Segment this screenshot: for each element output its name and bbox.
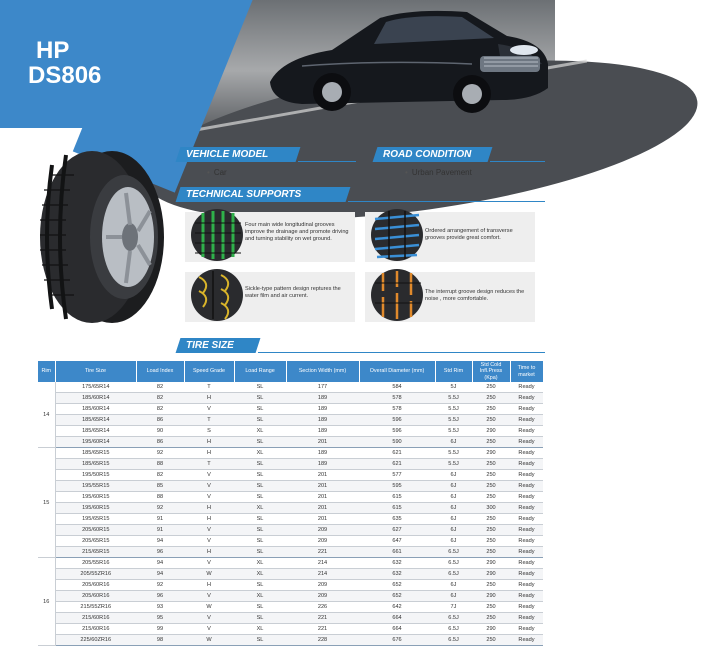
- tire-size-cell: 185/60R14: [55, 404, 136, 415]
- time-to-market-cell: Ready: [510, 558, 543, 569]
- load-index-cell: 88: [136, 459, 184, 470]
- tire-size-cell: 195/60R15: [55, 492, 136, 503]
- std-rim-cell: 6J: [435, 492, 472, 503]
- table-row: [38, 492, 543, 503]
- overall-diameter-cell: 652: [359, 580, 435, 591]
- load-index-cell: 82: [136, 404, 184, 415]
- col-header-load-range: Load Range: [234, 361, 286, 382]
- table-row: [38, 514, 543, 525]
- time-to-market-cell: Ready: [510, 514, 543, 525]
- tire-size-cell: 225/60ZR16: [55, 635, 136, 646]
- section-width-cell: 201: [286, 492, 359, 503]
- overall-diameter-cell: 596: [359, 415, 435, 426]
- std-rim-cell: 5J: [435, 382, 472, 393]
- tech-card-noise-text: The interrupt groove design reduces the noise , more comfortable.: [425, 289, 525, 302]
- speed-grade-cell: V: [184, 525, 234, 536]
- time-to-market-cell: Ready: [510, 547, 543, 558]
- infl-press-cell: 290: [472, 448, 510, 459]
- car-photo: [262, 4, 552, 116]
- std-rim-cell: 6.5J: [435, 635, 472, 646]
- section-width-cell: 221: [286, 547, 359, 558]
- tread-detail-orange-image: [371, 269, 423, 321]
- overall-diameter-cell: 642: [359, 602, 435, 613]
- load-index-cell: 92: [136, 448, 184, 459]
- tire-size-cell: 195/60R14: [55, 437, 136, 448]
- rim-cell: 15: [38, 448, 55, 558]
- overall-diameter-cell: 661: [359, 547, 435, 558]
- infl-press-cell: 250: [472, 514, 510, 525]
- tire-size-cell: 185/65R15: [55, 448, 136, 459]
- load-range-cell: SL: [234, 602, 286, 613]
- table-row: [38, 613, 543, 624]
- speed-grade-cell: V: [184, 591, 234, 602]
- technical-supports-rule: [348, 201, 545, 202]
- tread-detail-yellow-image: [191, 269, 243, 321]
- time-to-market-cell: Ready: [510, 624, 543, 635]
- infl-press-cell: 290: [472, 569, 510, 580]
- tech-card-drainage: [185, 212, 355, 262]
- overall-diameter-cell: 635: [359, 514, 435, 525]
- overall-diameter-cell: 664: [359, 624, 435, 635]
- speed-grade-cell: V: [184, 481, 234, 492]
- rim-cell: 14: [38, 382, 55, 448]
- infl-press-cell: 250: [472, 415, 510, 426]
- overall-diameter-cell: 652: [359, 591, 435, 602]
- overall-diameter-cell: 584: [359, 382, 435, 393]
- tire-size-cell: 185/65R14: [55, 426, 136, 437]
- std-rim-cell: 6.5J: [435, 558, 472, 569]
- time-to-market-cell: Ready: [510, 580, 543, 591]
- table-row: [38, 470, 543, 481]
- tire-size-cell: 205/60R16: [55, 580, 136, 591]
- load-index-cell: 96: [136, 547, 184, 558]
- tire-size-rule: [258, 352, 545, 353]
- col-header-time-to-market: Time to market: [510, 361, 543, 382]
- speed-grade-cell: V: [184, 613, 234, 624]
- section-width-cell: 189: [286, 426, 359, 437]
- overall-diameter-cell: 615: [359, 503, 435, 514]
- load-index-cell: 82: [136, 470, 184, 481]
- overall-diameter-cell: 615: [359, 492, 435, 503]
- infl-press-cell: 250: [472, 437, 510, 448]
- load-index-cell: 86: [136, 415, 184, 426]
- vehicle-model-rule: [298, 161, 356, 162]
- section-width-cell: 189: [286, 404, 359, 415]
- overall-diameter-cell: 627: [359, 525, 435, 536]
- tire-size-cell: 215/55ZR16: [55, 602, 136, 613]
- infl-press-cell: 250: [472, 602, 510, 613]
- table-row: [38, 393, 543, 404]
- std-rim-cell: 6J: [435, 525, 472, 536]
- time-to-market-cell: Ready: [510, 536, 543, 547]
- overall-diameter-cell: 664: [359, 613, 435, 624]
- load-range-cell: SL: [234, 580, 286, 591]
- infl-press-cell: 250: [472, 393, 510, 404]
- speed-grade-cell: W: [184, 635, 234, 646]
- speed-grade-cell: H: [184, 393, 234, 404]
- table-header-row: [38, 361, 543, 382]
- speed-grade-cell: W: [184, 602, 234, 613]
- speed-grade-cell: T: [184, 382, 234, 393]
- load-range-cell: SL: [234, 613, 286, 624]
- tire-photo: [30, 145, 170, 325]
- load-index-cell: 94: [136, 536, 184, 547]
- load-range-cell: XL: [234, 624, 286, 635]
- load-index-cell: 96: [136, 591, 184, 602]
- std-rim-cell: 6J: [435, 503, 472, 514]
- time-to-market-cell: Ready: [510, 437, 543, 448]
- tire-size-table: [38, 361, 544, 646]
- load-range-cell: SL: [234, 635, 286, 646]
- speed-grade-cell: H: [184, 448, 234, 459]
- col-header-std-rim: Std Rim: [435, 361, 472, 382]
- section-width-cell: 201: [286, 470, 359, 481]
- overall-diameter-cell: 647: [359, 536, 435, 547]
- section-width-cell: 209: [286, 536, 359, 547]
- infl-press-cell: 250: [472, 382, 510, 393]
- load-range-cell: SL: [234, 459, 286, 470]
- infl-press-cell: 250: [472, 459, 510, 470]
- rim-cell: 16: [38, 558, 55, 646]
- table-row: [38, 382, 543, 393]
- tech-card-noise: [365, 272, 535, 322]
- load-range-cell: SL: [234, 393, 286, 404]
- std-rim-cell: 5.5J: [435, 459, 472, 470]
- std-rim-cell: 5.5J: [435, 404, 472, 415]
- col-header-speed-grade: Speed Grade: [184, 361, 234, 382]
- load-range-cell: XL: [234, 558, 286, 569]
- table-row: [38, 558, 543, 569]
- title-line-2: DS806: [28, 62, 102, 90]
- vehicle-model-value: • Car: [207, 168, 227, 177]
- load-range-cell: SL: [234, 470, 286, 481]
- std-rim-cell: 6J: [435, 514, 472, 525]
- overall-diameter-cell: 621: [359, 448, 435, 459]
- infl-press-cell: 250: [472, 580, 510, 591]
- load-range-cell: XL: [234, 426, 286, 437]
- speed-grade-cell: T: [184, 415, 234, 426]
- time-to-market-cell: Ready: [510, 525, 543, 536]
- speed-grade-cell: V: [184, 558, 234, 569]
- tire-size-cell: 205/55R16: [55, 558, 136, 569]
- overall-diameter-cell: 632: [359, 558, 435, 569]
- load-range-cell: SL: [234, 481, 286, 492]
- load-index-cell: 82: [136, 393, 184, 404]
- load-index-cell: 85: [136, 481, 184, 492]
- infl-press-cell: 300: [472, 503, 510, 514]
- load-range-cell: XL: [234, 591, 286, 602]
- overall-diameter-cell: 590: [359, 437, 435, 448]
- infl-press-cell: 250: [472, 536, 510, 547]
- infl-press-cell: 250: [472, 492, 510, 503]
- load-index-cell: 95: [136, 613, 184, 624]
- road-condition-heading-text: ROAD CONDITION: [383, 149, 472, 160]
- load-range-cell: SL: [234, 415, 286, 426]
- time-to-market-cell: Ready: [510, 591, 543, 602]
- section-width-cell: 201: [286, 437, 359, 448]
- road-condition-rule: [490, 161, 545, 162]
- table-row: [38, 602, 543, 613]
- load-index-cell: 93: [136, 602, 184, 613]
- load-index-cell: 99: [136, 624, 184, 635]
- section-width-cell: 221: [286, 624, 359, 635]
- speed-grade-cell: V: [184, 404, 234, 415]
- time-to-market-cell: Ready: [510, 426, 543, 437]
- infl-press-cell: 290: [472, 558, 510, 569]
- tire-size-cell: 185/65R15: [55, 459, 136, 470]
- speed-grade-cell: W: [184, 569, 234, 580]
- speed-grade-cell: H: [184, 514, 234, 525]
- tech-card-comfort: [365, 212, 535, 262]
- time-to-market-cell: Ready: [510, 415, 543, 426]
- load-range-cell: XL: [234, 448, 286, 459]
- tire-size-cell: 215/65R15: [55, 547, 136, 558]
- std-rim-cell: 6J: [435, 536, 472, 547]
- load-index-cell: 91: [136, 514, 184, 525]
- col-header-infl-press: Std Cold Infl.Press (Kpa): [472, 361, 510, 382]
- col-header-tire-size: Tire Size: [55, 361, 136, 382]
- tire-size-heading-text: TIRE SIZE: [186, 340, 234, 351]
- section-width-cell: 209: [286, 580, 359, 591]
- time-to-market-cell: Ready: [510, 404, 543, 415]
- infl-press-cell: 290: [472, 426, 510, 437]
- table-body: [38, 382, 543, 646]
- tire-size-cell: 205/60R16: [55, 591, 136, 602]
- infl-press-cell: 250: [472, 470, 510, 481]
- tire-size-cell: 195/55R15: [55, 481, 136, 492]
- section-width-cell: 189: [286, 459, 359, 470]
- infl-press-cell: 290: [472, 591, 510, 602]
- table-row: [38, 569, 543, 580]
- std-rim-cell: 7J: [435, 602, 472, 613]
- table-row: [38, 591, 543, 602]
- overall-diameter-cell: 577: [359, 470, 435, 481]
- col-header-section-width: Section Width (mm): [286, 361, 359, 382]
- table-row: [38, 448, 543, 459]
- speed-grade-cell: T: [184, 459, 234, 470]
- time-to-market-cell: Ready: [510, 613, 543, 624]
- section-width-cell: 201: [286, 481, 359, 492]
- load-range-cell: SL: [234, 547, 286, 558]
- section-width-cell: 189: [286, 393, 359, 404]
- load-range-cell: XL: [234, 503, 286, 514]
- col-header-load-index: Load Index: [136, 361, 184, 382]
- overall-diameter-cell: 632: [359, 569, 435, 580]
- time-to-market-cell: Ready: [510, 393, 543, 404]
- load-index-cell: 88: [136, 492, 184, 503]
- speed-grade-cell: H: [184, 503, 234, 514]
- overall-diameter-cell: 621: [359, 459, 435, 470]
- std-rim-cell: 5.5J: [435, 393, 472, 404]
- std-rim-cell: 6J: [435, 481, 472, 492]
- tire-size-cell: 195/60R15: [55, 503, 136, 514]
- time-to-market-cell: Ready: [510, 635, 543, 646]
- section-width-cell: 201: [286, 503, 359, 514]
- col-header-rim: Rim: [38, 361, 55, 382]
- tire-size-cell: 205/55ZR16: [55, 569, 136, 580]
- tire-size-cell: 195/50R15: [55, 470, 136, 481]
- tech-card-water-film: [185, 272, 355, 322]
- time-to-market-cell: Ready: [510, 481, 543, 492]
- table-row: [38, 404, 543, 415]
- load-index-cell: 94: [136, 558, 184, 569]
- overall-diameter-cell: 596: [359, 426, 435, 437]
- section-width-cell: 177: [286, 382, 359, 393]
- load-index-cell: 82: [136, 382, 184, 393]
- std-rim-cell: 6J: [435, 580, 472, 591]
- time-to-market-cell: Ready: [510, 602, 543, 613]
- overall-diameter-cell: 676: [359, 635, 435, 646]
- tech-card-drainage-text: Four main wide longitudinal grooves improve the drainage and promote driving and turning stability on wet ground.: [245, 222, 349, 242]
- time-to-market-cell: Ready: [510, 470, 543, 481]
- speed-grade-cell: H: [184, 580, 234, 591]
- infl-press-cell: 250: [472, 635, 510, 646]
- overall-diameter-cell: 578: [359, 393, 435, 404]
- load-range-cell: SL: [234, 404, 286, 415]
- table-row: [38, 547, 543, 558]
- section-width-cell: 201: [286, 514, 359, 525]
- section-width-cell: 209: [286, 591, 359, 602]
- technical-supports-heading: [176, 187, 351, 202]
- time-to-market-cell: Ready: [510, 492, 543, 503]
- table-row: [38, 580, 543, 591]
- section-width-cell: 226: [286, 602, 359, 613]
- tire-size-cell: 205/65R15: [55, 536, 136, 547]
- section-width-cell: 189: [286, 415, 359, 426]
- vehicle-model-heading-text: VEHICLE MODEL: [186, 149, 269, 160]
- table-row: [38, 426, 543, 437]
- tire-size-cell: 185/60R14: [55, 393, 136, 404]
- std-rim-cell: 6J: [435, 470, 472, 481]
- product-title: [28, 38, 101, 88]
- table-row: [38, 503, 543, 514]
- std-rim-cell: 5.5J: [435, 426, 472, 437]
- tire-size-cell: 185/65R14: [55, 415, 136, 426]
- tire-size-cell: 215/60R16: [55, 624, 136, 635]
- tread-detail-blue-image: [371, 209, 423, 261]
- std-rim-cell: 6J: [435, 591, 472, 602]
- std-rim-cell: 6.5J: [435, 569, 472, 580]
- road-condition-value: • Urban Pavement: [405, 168, 472, 177]
- load-range-cell: XL: [234, 569, 286, 580]
- std-rim-cell: 6.5J: [435, 613, 472, 624]
- load-range-cell: SL: [234, 382, 286, 393]
- section-width-cell: 221: [286, 613, 359, 624]
- std-rim-cell: 6J: [435, 437, 472, 448]
- title-line-1: HP: [36, 37, 70, 64]
- std-rim-cell: 6.5J: [435, 624, 472, 635]
- tech-card-water-film-text: Sickle-type pattern design reptures the water film and air current.: [245, 286, 341, 299]
- table-row: [38, 437, 543, 448]
- tread-detail-green-image: [191, 209, 243, 261]
- time-to-market-cell: Ready: [510, 448, 543, 459]
- speed-grade-cell: V: [184, 470, 234, 481]
- vehicle-model-heading: [176, 147, 301, 162]
- std-rim-cell: 6.5J: [435, 547, 472, 558]
- speed-grade-cell: S: [184, 426, 234, 437]
- std-rim-cell: 5.5J: [435, 415, 472, 426]
- speed-grade-cell: H: [184, 437, 234, 448]
- speed-grade-cell: V: [184, 624, 234, 635]
- col-header-overall-diameter: Overall Diameter (mm): [359, 361, 435, 382]
- overall-diameter-cell: 578: [359, 404, 435, 415]
- technical-supports-heading-text: TECHNICAL SUPPORTS: [186, 189, 302, 200]
- speed-grade-cell: V: [184, 492, 234, 503]
- load-range-cell: SL: [234, 536, 286, 547]
- table-row: [38, 624, 543, 635]
- tire-size-heading: [176, 338, 261, 353]
- section-width-cell: 228: [286, 635, 359, 646]
- infl-press-cell: 290: [472, 624, 510, 635]
- infl-press-cell: 250: [472, 547, 510, 558]
- load-range-cell: SL: [234, 492, 286, 503]
- infl-press-cell: 250: [472, 613, 510, 624]
- load-index-cell: 92: [136, 580, 184, 591]
- load-index-cell: 91: [136, 525, 184, 536]
- table-row: [38, 459, 543, 470]
- speed-grade-cell: H: [184, 547, 234, 558]
- time-to-market-cell: Ready: [510, 503, 543, 514]
- road-condition-heading: [373, 147, 493, 162]
- load-range-cell: SL: [234, 437, 286, 448]
- section-width-cell: 189: [286, 448, 359, 459]
- tire-size-cell: 195/65R15: [55, 514, 136, 525]
- speed-grade-cell: V: [184, 536, 234, 547]
- load-range-cell: SL: [234, 525, 286, 536]
- load-index-cell: 94: [136, 569, 184, 580]
- time-to-market-cell: Ready: [510, 459, 543, 470]
- time-to-market-cell: Ready: [510, 382, 543, 393]
- infl-press-cell: 250: [472, 525, 510, 536]
- section-width-cell: 209: [286, 525, 359, 536]
- tech-card-comfort-text: Ordered arrangement of transverse grooves provide great comfort.: [425, 228, 513, 241]
- table-row: [38, 415, 543, 426]
- tire-size-cell: 175/65R14: [55, 382, 136, 393]
- infl-press-cell: 250: [472, 404, 510, 415]
- load-index-cell: 92: [136, 503, 184, 514]
- table-row: [38, 635, 543, 646]
- section-width-cell: 214: [286, 569, 359, 580]
- load-index-cell: 98: [136, 635, 184, 646]
- time-to-market-cell: Ready: [510, 569, 543, 580]
- table-row: [38, 525, 543, 536]
- table-row: [38, 536, 543, 547]
- table-row: [38, 481, 543, 492]
- section-width-cell: 214: [286, 558, 359, 569]
- tire-size-cell: 215/60R16: [55, 613, 136, 624]
- header-banner: [0, 0, 555, 128]
- std-rim-cell: 5.5J: [435, 448, 472, 459]
- infl-press-cell: 250: [472, 481, 510, 492]
- tire-size-cell: 205/60R15: [55, 525, 136, 536]
- load-index-cell: 86: [136, 437, 184, 448]
- load-index-cell: 90: [136, 426, 184, 437]
- overall-diameter-cell: 595: [359, 481, 435, 492]
- load-range-cell: SL: [234, 514, 286, 525]
